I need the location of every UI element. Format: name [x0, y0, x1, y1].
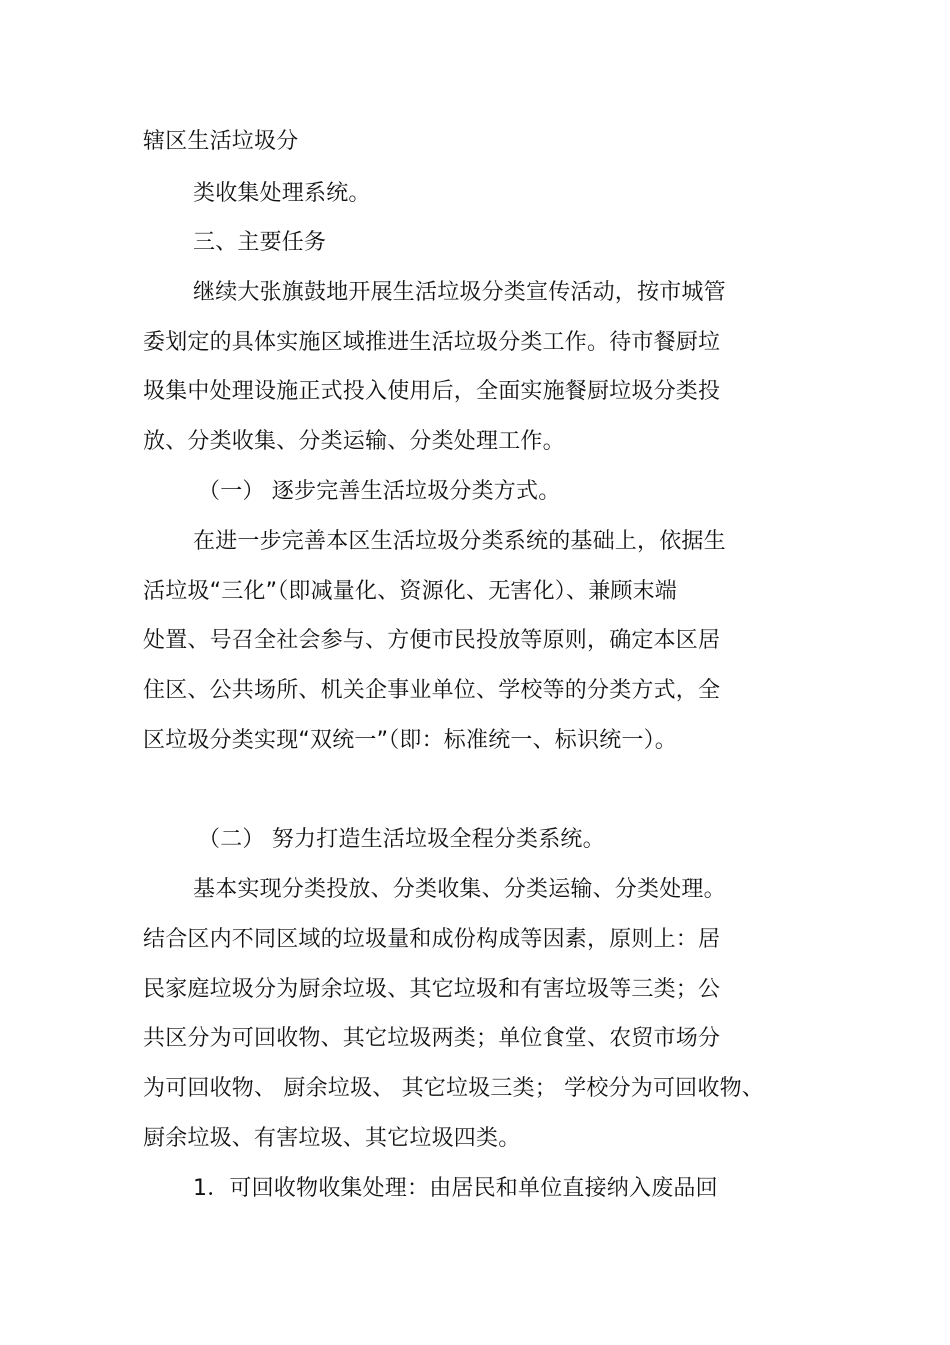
- subsection-heading-1: （一） 逐步完善生活垃圾分类方式。: [198, 479, 561, 504]
- text-line-7: 放、分类收集、分类运输、分类处理工作。: [143, 429, 565, 454]
- text-line-4: 继续大张旗鼓地开展生活垃圾分类宣传活动，按市城管: [193, 280, 726, 305]
- section-heading-3: 三、主要任务: [193, 230, 327, 255]
- text-line-2: 类收集处理系统。: [193, 181, 371, 206]
- text-line-15: 基本实现分类投放、分类收集、分类运输、分类处理。: [193, 877, 726, 902]
- text-line-11: 处置、号召全社会参与、方便市民投放等原则，确定本区居: [143, 628, 721, 653]
- text-line-19: 为可回收物、 厨余垃圾、 其它垃圾三类； 学校分为可回收物、: [143, 1076, 764, 1101]
- text-line-18: 共区分为可回收物、其它垃圾两类；单位食堂、农贸市场分: [143, 1026, 721, 1051]
- text-line-5: 委划定的具体实施区域推进生活垃圾分类工作。待市餐厨垃: [143, 330, 721, 355]
- text-line-16: 结合区内不同区域的垃圾量和成份构成等因素，原则上：居: [143, 927, 721, 952]
- text-line-20: 厨余垃圾、有害垃圾、其它垃圾四类。: [143, 1126, 521, 1151]
- text-line-12: 住区、公共场所、机关企事业单位、学校等的分类方式，全: [143, 678, 721, 703]
- text-line-6: 圾集中处理设施正式投入使用后，全面实施餐厨垃圾分类投: [143, 379, 721, 404]
- text-line-21: 1．可回收物收集处理：由居民和单位直接纳入废品回: [193, 1176, 718, 1201]
- text-line-13: 区垃圾分类实现“双统一”（即：标准统一、标识统一）。: [143, 728, 677, 753]
- text-line-1: 辖区生活垃圾分: [143, 129, 299, 154]
- text-line-17: 民家庭垃圾分为厨余垃圾、其它垃圾和有害垃圾等三类；公: [143, 977, 721, 1002]
- text-line-9: 在进一步完善本区生活垃圾分类系统的基础上，依据生: [193, 529, 726, 554]
- subsection-heading-2: （二） 努力打造生活垃圾全程分类系统。: [198, 827, 605, 852]
- text-line-10: 活垃圾“三化”（即减量化、资源化、无害化）、兼顾末端: [143, 579, 677, 604]
